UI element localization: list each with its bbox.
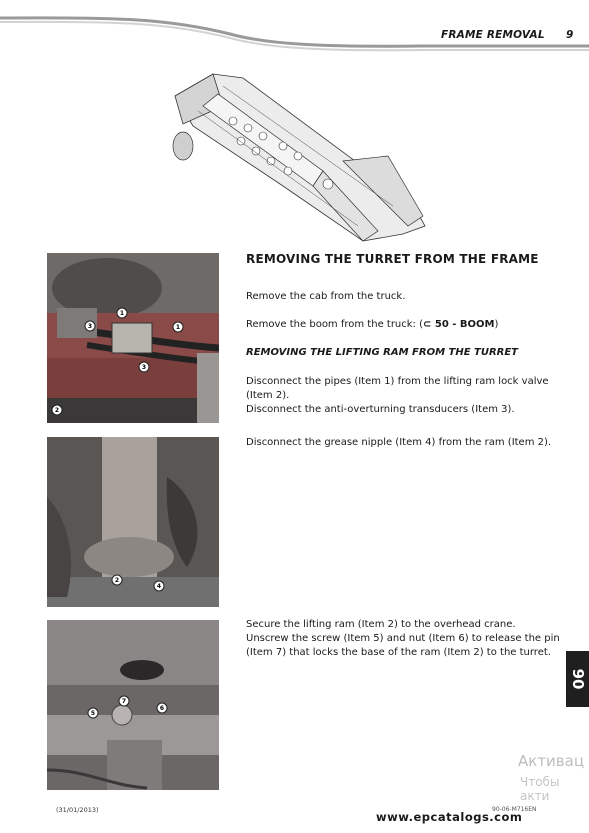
chapter-tab-label: 90 [569,668,587,690]
section-heading: REMOVING THE TURRET FROM THE FRAME [246,252,539,266]
callout-1a: 1 [119,310,125,317]
photo3-callouts [47,620,219,790]
para3-line1: Disconnect the pipes (Item 1) from the lifting ram lock valve [246,376,549,387]
callout-6: 6 [159,705,165,712]
section-title: FRAME REMOVAL [441,29,545,41]
callout-3b: 3 [141,364,147,371]
callout-5: 5 [90,710,96,717]
frame-illustration [163,66,433,246]
watermark-link[interactable]: www.epcatalogs.com [376,810,523,824]
subheading: REMOVING THE LIFTING RAM FROM THE TURRET [246,347,519,358]
boom-prefix: Remove the boom from the truck: ( [246,319,424,330]
photo2-callouts [47,437,219,607]
para-remove-boom [246,318,566,332]
boom-suffix: ) [494,319,499,330]
callout-2: 2 [114,577,120,584]
boom-ref-link[interactable]: ⊂ 50 - BOOM [423,319,495,330]
callout-3a: 3 [87,323,93,330]
para3-line3: Disconnect the anti-overturning transducers (Item 3). [246,404,515,415]
para-disconnect-pipes [246,375,566,417]
para5-line1: Secure the lifting ram (Item 2) to the overhead crane. [246,619,516,630]
callout-7: 7 [121,698,127,705]
footer-date: (31/01/2013) [56,806,99,814]
para5-line3: (Item 7) that locks the base of the ram (Item 2) to the turret. [246,647,551,658]
activation-overlay-line1: Активац [518,752,585,770]
para-secure-ram [246,618,566,660]
para-grease-nipple: Disconnect the grease nipple (Item 4) from the ram (Item 2). [246,437,552,448]
page-number: 9 [566,29,574,41]
para-remove-cab: Remove the cab from the truck. [246,291,406,302]
callout-4: 4 [156,583,162,590]
photo1-callouts [47,253,219,423]
activation-overlay-line2: Чтобы акти [520,775,560,803]
chapter-tab [566,651,589,707]
callout-2: 2 [54,407,60,414]
callout-1b: 1 [175,324,181,331]
para3-line2: (Item 2). [246,390,290,401]
para5-line2: Unscrew the screw (Item 5) and nut (Item 6) to release the pin [246,633,560,644]
footer-doc-code: 90-06-M716EN [492,806,537,813]
